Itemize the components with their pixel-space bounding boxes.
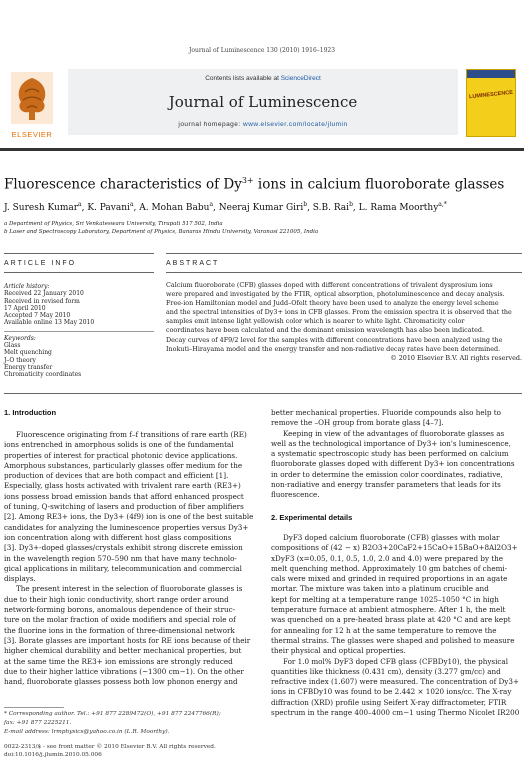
- abstract-heading: ABSTRACT: [166, 260, 220, 267]
- intro-paragraph: [4, 430, 254, 584]
- text-line: compositions of (42 − x) B2O3+20CaF2+15CaO+15BaO+8Al2O3+: [271, 543, 518, 553]
- keyword: Melt quenching: [4, 349, 52, 357]
- section-heading-introduction: 1. Introduction: [4, 408, 57, 417]
- journal-title: Journal of Luminescence: [168, 93, 358, 111]
- intro-paragraph: [4, 584, 254, 687]
- right-column: [271, 408, 522, 718]
- author-affiliation-mark: b: [303, 201, 308, 208]
- text-line: mortar. The mixture was taken into a platinum crucible and: [271, 584, 489, 594]
- text-line: in the wavelength region 570–590 nm that have many technolo-: [4, 553, 237, 563]
- paper-title: Fluorescence characteristics of $Dy^{3+}$ ions in calcium fluoroborate glasses: [4, 176, 505, 193]
- contents-line: Contents lists available at ScienceDirect: [205, 75, 321, 82]
- divider: [166, 253, 522, 254]
- keyword: Energy transfer: [4, 363, 53, 371]
- footnote-fax: fax: +91 877 2225211.: [4, 720, 72, 726]
- homepage-line: journal homepage: www.elsevier.com/locate/jlumin: [178, 121, 348, 128]
- text-line: hand, fluoroborate glasses possess both low phonon energy and: [4, 677, 238, 687]
- text-line: fluoroborate glasses doped with different Dy3+ ion concentrations: [271, 459, 515, 469]
- text-line: better mechanical properties. Fluoride compounds also help to: [271, 408, 501, 417]
- text-line: Especially, glass hosts activated with trivalent rare earth (RE3+): [4, 481, 241, 491]
- text-line: ions possess broad emission bands that afford enhanced prospect: [4, 491, 244, 501]
- left-column: [4, 430, 254, 687]
- text-line: melt quenching method. Approximately 10 gm batches of chemi-: [271, 563, 508, 573]
- footnote-email: E-mail address: lrmphysics@yahoo.co.in (L.R. Moorthy).: [4, 729, 170, 735]
- article-info: [4, 283, 154, 379]
- author-name: , A. Mohan Babu: [133, 203, 210, 213]
- header-divider: [0, 148, 524, 151]
- text-line: refractive index (1.607) were measured. The concentration of Dy3+: [271, 677, 519, 687]
- elsevier-logo[interactable]: [0, 64, 64, 145]
- text-line: thermal strains. The glasses were shaped and polished to measure: [271, 635, 515, 645]
- history-line: Received in revised form: [4, 297, 80, 305]
- cover-header-bar: [467, 70, 515, 78]
- text-line: their physical and optical properties.: [271, 646, 406, 656]
- text-line: [3]. Borate glasses are important hosts for RE ions because of their: [4, 635, 251, 645]
- doi-link[interactable]: doi:10.1016/j.jlumin.2010.05.006: [4, 752, 102, 758]
- text-line: a systematic spectroscopic study has been performed on calcium: [271, 449, 509, 459]
- author-name: , K. Pavani: [81, 203, 130, 213]
- text-line: production of devices that are both compact and efficient [1].: [4, 471, 229, 481]
- journal-reference: Journal of Luminescence 130 (2010) 1916–1923: [188, 47, 336, 54]
- text-line: was quenched on a pre-heated brass plate at 420 °C and are kept: [271, 615, 511, 625]
- divider: [4, 393, 522, 394]
- publisher-name: ELSEVIER: [11, 130, 53, 139]
- text-line: due to their high ionic conductivity, short range order around: [4, 594, 229, 604]
- intro-paragraph: [271, 429, 522, 501]
- text-line: ion concentration along with different host glass compositions: [4, 532, 232, 542]
- text-line: in order to determine the emission color coordinates, radiative,: [271, 469, 503, 479]
- author-affiliation-mark: a,*: [438, 201, 447, 208]
- text-line: cals were mixed and grinded in required proportions in an agate: [271, 574, 508, 584]
- abstract-line: Free-ion Hamiltonian model and Judd–Ofelt theory have been used to analyze the energy level scheme: [166, 299, 499, 308]
- author-name: , S.B. Rai: [307, 203, 350, 213]
- text-line: at the same time the RE3+ ion emissions are strongly reduced: [4, 656, 233, 666]
- history-line: Available online 13 May 2010: [4, 319, 95, 327]
- author-affiliation-mark: b: [349, 201, 353, 208]
- text-line: network-forming borons, anomalous dependence of their struc-: [4, 605, 236, 615]
- abstract-line: Calcium fluoroborate (CFB) glasses doped with different concentrations of trivalent dysprosium ions: [166, 281, 493, 289]
- text-line: well as the technological importance of Dy3+ ion's luminescence,: [271, 438, 511, 448]
- text-line: fluorescence.: [271, 490, 320, 500]
- author-affiliation-mark: a: [129, 201, 134, 208]
- journal-cover-image[interactable]: [466, 69, 516, 137]
- text-line: for annealing for 12 h at the same temperature to remove the: [271, 625, 497, 635]
- text-line: [2]. Among RE3+ ions, the Dy3+ (4f9) ion is one of the best suitable: [4, 512, 254, 522]
- text-line: xDyF3 (x=0.05, 0.1, 0.5, 1.0, 2.0 and 4.0) were prepared by the: [271, 553, 504, 563]
- author-name: , Neeraj Kumar Giri: [213, 203, 304, 213]
- masthead: [0, 64, 524, 145]
- text-line: temperature furnace at ambient atmosphere. After 1 h, the melt: [271, 605, 506, 615]
- keyword: J–O theory: [4, 356, 36, 364]
- affiliation-b: b Laser and Spectroscopy Laboratory, Department of Physics, Banaras Hindu University, Varanasi 221005, India: [4, 229, 319, 235]
- abstract-text: [166, 281, 522, 363]
- journal-homepage-link[interactable]: www.elsevier.com/locate/jlumin: [243, 121, 348, 128]
- history-label: Article history:: [4, 283, 50, 290]
- affiliation-a: a Department of Physics, Sri Venkateswara University, Tirupati 517 502, India: [4, 221, 223, 227]
- keyword: Glass: [4, 342, 21, 350]
- author-affiliation-mark: a: [209, 201, 214, 208]
- divider: [166, 272, 522, 273]
- text-line: displays.: [4, 574, 36, 584]
- abstract-line: coordinates have been calculated and the dominant emission wavelength has also been indicated.: [166, 326, 484, 335]
- abstract-line: and the spectral intensities of Dy3+ ions in CFB glasses. From the emission spectra it is observed that the: [166, 308, 512, 317]
- article-info-heading: ARTICLE INFO: [4, 260, 77, 267]
- section-heading-experimental: 2. Experimental details: [271, 512, 353, 522]
- abstract-line: were prepared and investigated by the FTIR, optical absorption, photoluminescence and decay analysis.: [166, 290, 505, 299]
- history-line: 17 April 2010: [4, 304, 46, 312]
- text-line: non-radiative and energy transfer parameters that leads for its: [271, 480, 501, 490]
- elsevier-tree-icon: [11, 72, 53, 124]
- intro-paragraph-continued: [271, 408, 522, 429]
- footnote-corresponding: * Corresponding author. Tel.: +91 877 2289472(O), +91 877 2247766(R);: [4, 711, 221, 717]
- cover-title: LUMINESCENCE: [468, 89, 514, 101]
- experimental-paragraph: [271, 533, 522, 657]
- abstract-line: Inokuti–Hirayama model and the energy transfer and non-radiative decay rates have been determined.: [166, 344, 501, 353]
- author-name: J. Suresh Kumar: [4, 203, 79, 213]
- text-line: kept for melting at a temperature range 1025–1050 °C in high: [271, 594, 499, 604]
- text-line: candidates for analyzing the luminescence properties versus Dy3+: [4, 522, 249, 532]
- author-affiliation-mark: a: [78, 201, 82, 208]
- history-line: Received 22 January 2010: [4, 290, 84, 298]
- keywords-label: Keywords:: [4, 334, 36, 342]
- text-line: of tuning, Q-switching of lasers and production of fiber amplifiers: [4, 502, 244, 512]
- text-line: DyF3 doped calcium fluoroborate (CFB) glasses with molar: [283, 532, 500, 542]
- text-line: Fluorescence originating from f–f transitions of rare earth (RE): [16, 430, 247, 439]
- journal-banner: [68, 69, 458, 135]
- keyword: Chromaticity coordinates: [4, 371, 82, 379]
- text-line: gical applications in military, telecommunication and commercial: [4, 563, 242, 573]
- text-line: due to their higher lattice vibrations (~1300 cm−1). On the other: [4, 666, 244, 676]
- text-line: diffraction (XRD) profile using Seifert X-ray diffractometer, FTIR: [271, 697, 507, 707]
- text-line: Amorphous substances, particularly glasses offer medium for the: [4, 460, 243, 470]
- divider: [4, 253, 154, 254]
- text-line: For 1.0 mol% DyF3 doped CFB glass (CFBDy10), the physical: [283, 656, 509, 666]
- author-name: , L. Rama Moorthy: [352, 203, 439, 213]
- text-line: ions in CFBDy10 was found to be 2.442 × 1020 ions/cc. The X-ray: [271, 687, 512, 697]
- text-line: [3]. Dy3+-doped glasses/crystals exhibit strong discrete emission: [4, 543, 243, 553]
- text-line: Keeping in view of the advantages of fluoroborate glasses as: [283, 428, 505, 438]
- divider: [4, 272, 154, 273]
- text-line: The present interest in the selection of fluoroborate glasses is: [16, 584, 243, 594]
- abstract-line: Decay curves of 4F9/2 level for the samples with different concentrations have been analyzed using the: [166, 335, 503, 344]
- text-line: ture on the molar fraction of oxide modifiers and special role of: [4, 615, 236, 625]
- author-list: [4, 201, 447, 213]
- experimental-paragraph: [271, 657, 522, 719]
- text-line: ions entrenched in amorphous solids is one of the fundamental: [4, 440, 234, 450]
- text-line: remove the –OH group from borate glass [4–7].: [271, 418, 444, 428]
- footnote-rule: [4, 707, 64, 708]
- text-line: properties of interest for practical photonic device applications.: [4, 450, 238, 460]
- sciencedirect-link[interactable]: ScienceDirect: [280, 75, 321, 82]
- history-line: Accepted 7 May 2010: [4, 312, 71, 320]
- text-line: spectrum in the range 400–4000 cm−1 using Thermo Nicolet IR200: [271, 708, 520, 718]
- copyright-notice: © 2010 Elsevier B.V. All rights reserved.: [390, 353, 522, 362]
- text-line: quantities like thickness (0.431 cm), density (3.277 gm/cc) and: [271, 666, 501, 676]
- divider: [4, 331, 154, 332]
- issn-line: 0022-2313/$ - see front matter © 2010 Elsevier B.V. All rights reserved.: [4, 744, 216, 750]
- text-line: higher chemical durability and better mechanical properties, but: [4, 646, 242, 656]
- text-line: the fluorine ions in the formation of three-dimensional network: [4, 625, 235, 635]
- abstract-line: samples emit intense light yellowish color which is nearer to white light. Chromaticity color: [166, 317, 465, 326]
